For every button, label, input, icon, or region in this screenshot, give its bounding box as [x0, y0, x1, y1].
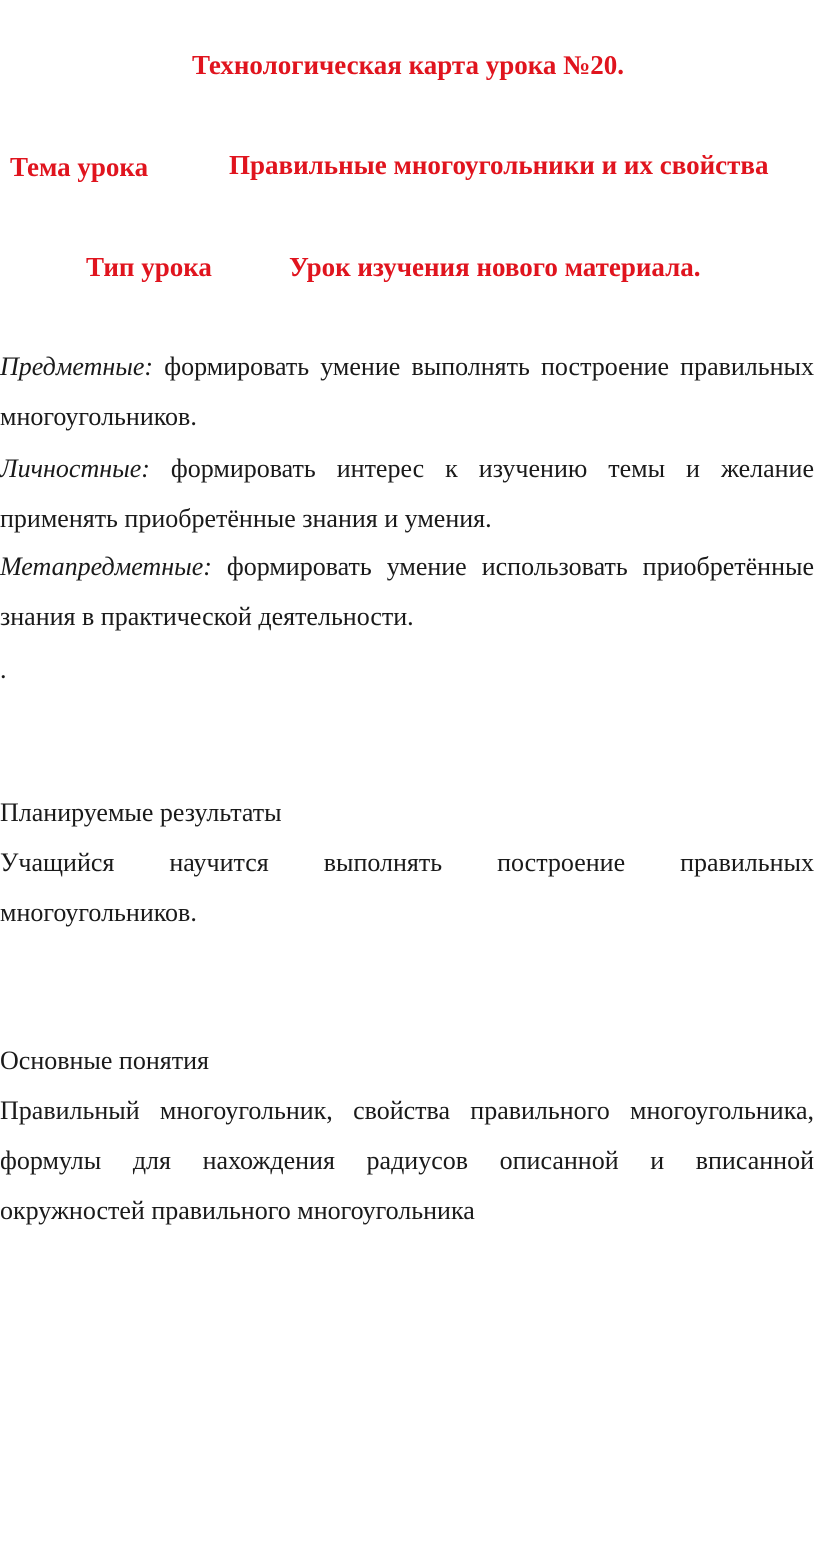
goal-personal-text: формировать интерес к изучению темы и желание применять приобретённые знания и умения.: [0, 454, 814, 533]
trailing-dot: .: [0, 655, 7, 684]
page-title: Технологическая карта урока №20.: [191, 50, 625, 80]
goal-personal-label: Личностные:: [0, 454, 150, 483]
goal-subject-text: формировать умение выполнять построение правильных многоугольников.: [0, 352, 815, 431]
goal-personal: [0, 444, 814, 544]
goal-meta-label: Метапредметные:: [0, 552, 212, 581]
goal-meta: [0, 542, 814, 642]
topic-label: Тема урока: [10, 152, 149, 182]
goal-subject-label: Предметные:: [0, 352, 154, 381]
lesson-type-value: Урок изучения нового материала.: [289, 252, 701, 282]
lesson-type-label: Тип урока: [86, 252, 212, 282]
concepts-text: Правильный многоугольник, свойства правильного многоугольника, формулы для нахождения радиусов описанной и вписанной окружностей правильного многоугольника: [0, 1096, 814, 1225]
topic-value: Правильные многоугольники и их свойства: [229, 150, 769, 180]
results-heading: Планируемые результаты: [0, 798, 282, 827]
goal-meta-text: формировать умение использовать приобретённые знания в практической деятельности.: [0, 552, 814, 631]
concepts-heading: Основные понятия: [0, 1046, 209, 1075]
results-text: Учащийся научится выполнять построение правильных многоугольников.: [0, 848, 814, 927]
goal-subject: [0, 342, 814, 442]
